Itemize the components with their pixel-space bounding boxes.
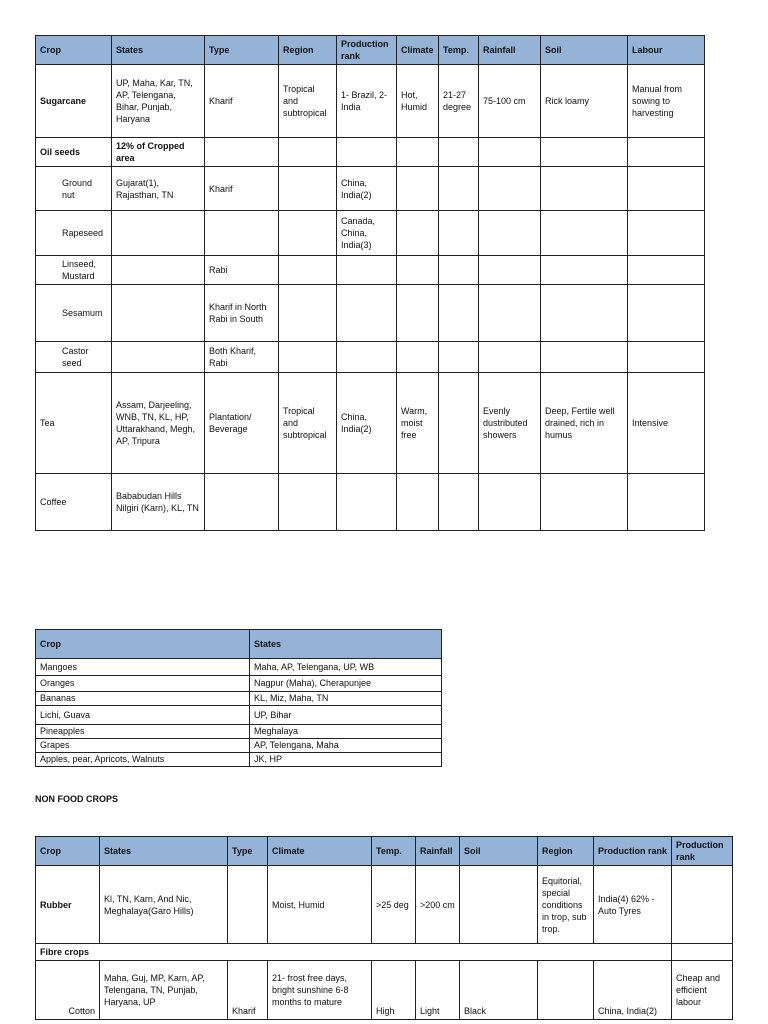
col-header-production-rank: Production rank	[594, 837, 672, 866]
cell-crop: Rapeseed	[36, 211, 112, 256]
col-header-crop: Crop	[36, 630, 250, 659]
cell-climate	[397, 474, 439, 531]
cell-labour: Intensive	[628, 373, 705, 474]
cell-soil	[541, 211, 628, 256]
cell-rainfall: Light	[416, 961, 460, 1020]
col-header-production-rank-2: Production rank	[672, 837, 733, 866]
cell-soil	[460, 866, 538, 944]
col-header-soil: Soil	[541, 36, 628, 65]
table-row	[36, 373, 705, 474]
col-header-labour: Labour	[628, 36, 705, 65]
table-row	[36, 753, 442, 767]
cell-labour	[628, 342, 705, 373]
table-row	[36, 65, 705, 138]
col-header-temp: Temp.	[372, 837, 416, 866]
cell-temp	[439, 138, 479, 167]
crop-table-food	[35, 35, 705, 531]
cell-type: Kharif in North Rabi in South	[205, 285, 279, 342]
cell-temp	[439, 256, 479, 285]
table-row	[36, 659, 442, 676]
cell-region	[279, 256, 337, 285]
table-row	[36, 474, 705, 531]
col-header-crop: Crop	[36, 837, 100, 866]
cell-climate: Hot, Humid	[397, 65, 439, 138]
cell-rank	[337, 474, 397, 531]
cell-rank-2	[672, 866, 733, 944]
cell-type: Plantation/ Beverage	[205, 373, 279, 474]
cell-soil: Rick loamy	[541, 65, 628, 138]
cell-crop: Pineapples	[36, 725, 250, 739]
cell-crop: Lichi, Guava	[36, 706, 250, 725]
col-header-states: States	[100, 837, 228, 866]
table-row	[36, 342, 705, 373]
cell-climate	[397, 138, 439, 167]
cell-states: UP, Maha, Kar, TN, AP, Telengana, Bihar, Punjab, Haryana	[112, 65, 205, 138]
cell-soil	[541, 167, 628, 211]
cell-soil	[541, 138, 628, 167]
cell-temp: >25 deg	[372, 866, 416, 944]
cell-crop: Coffee	[36, 474, 112, 531]
table-row	[36, 167, 705, 211]
cell-rainfall	[479, 342, 541, 373]
cell-rainfall: Evenly dustributed showers	[479, 373, 541, 474]
cell-states	[112, 342, 205, 373]
cell-climate	[397, 342, 439, 373]
col-header-soil: Soil	[460, 837, 538, 866]
col-header-region: Region	[538, 837, 594, 866]
cell-states: Maha, Guj, MP, Karn, AP, Telengana, TN, Punjab, Haryana, UP	[100, 961, 228, 1020]
cell-labour	[628, 211, 705, 256]
cell-soil	[541, 474, 628, 531]
cell-region: Equitorial, special conditions in trop, sub trop.	[538, 866, 594, 944]
cell-labour	[628, 285, 705, 342]
table-header-row	[36, 630, 442, 659]
col-header-type: Type	[228, 837, 268, 866]
cell-type	[205, 211, 279, 256]
col-header-climate: Climate	[268, 837, 372, 866]
cell-region	[279, 342, 337, 373]
col-header-temp: Temp.	[439, 36, 479, 65]
cell-rank-2: Cheap and efficient labour	[672, 961, 733, 1020]
cell-crop: Bananas	[36, 692, 250, 706]
cell-labour	[628, 474, 705, 531]
cell-climate: Warm, moist free	[397, 373, 439, 474]
table-row	[36, 285, 705, 342]
cell-type: Kharif	[205, 65, 279, 138]
cell-type	[228, 866, 268, 944]
col-header-rainfall: Rainfall	[479, 36, 541, 65]
cell-region	[279, 138, 337, 167]
cell-climate	[397, 167, 439, 211]
col-header-region: Region	[279, 36, 337, 65]
cell-region: Tropical and subtropical	[279, 373, 337, 474]
cell-states: Assam, Darjeeling, WNB, TN, KL, HP, Uttarakhand, Megh, AP, Tripura	[112, 373, 205, 474]
cell-temp	[439, 211, 479, 256]
cell-states: Bababudan Hills Nilgiri (Karn), KL, TN	[112, 474, 205, 531]
cell-states	[112, 285, 205, 342]
cell-soil	[541, 342, 628, 373]
cell-temp	[439, 342, 479, 373]
cell-type: Kharif	[228, 961, 268, 1020]
cell-rank	[337, 256, 397, 285]
table-row	[36, 256, 705, 285]
table-row	[36, 944, 733, 961]
cell-climate: 21- frost free days, bright sunshine 6-8 months to mature	[268, 961, 372, 1020]
cell-rank: China, India(2)	[594, 961, 672, 1020]
cell-temp	[439, 285, 479, 342]
cell-labour	[628, 256, 705, 285]
table-row	[36, 692, 442, 706]
col-header-rainfall: Rainfall	[416, 837, 460, 866]
cell-rainfall	[479, 138, 541, 167]
cell-rank	[337, 138, 397, 167]
cell-rank: 1- Brazil, 2-India	[337, 65, 397, 138]
col-header-climate: Climate	[397, 36, 439, 65]
cell-crop: Tea	[36, 373, 112, 474]
cell-states: KL, Miz, Maha, TN	[250, 692, 442, 706]
table-row	[36, 706, 442, 725]
cell-states: Nagpur (Maha), Cherapunjee	[250, 676, 442, 692]
col-header-type: Type	[205, 36, 279, 65]
cell-type: Both Kharif, Rabi	[205, 342, 279, 373]
cell-crop: Linseed, Mustard	[36, 256, 112, 285]
cell-type: Rabi	[205, 256, 279, 285]
cell-crop: Apples, pear, Apricots, Walnuts	[36, 753, 250, 767]
cell-region	[279, 285, 337, 342]
cell-rainfall	[479, 167, 541, 211]
cell-crop-group: Fibre crops	[36, 944, 672, 961]
table-row	[36, 739, 442, 753]
fruit-table	[35, 629, 442, 767]
cell-crop: Cotton	[36, 961, 100, 1020]
cell-rainfall	[479, 256, 541, 285]
table-header-row	[36, 837, 733, 866]
cell-states: AP, Telengana, Maha	[250, 739, 442, 753]
cell-crop: Oil seeds	[36, 138, 112, 167]
cell-temp	[439, 167, 479, 211]
cell-crop: Oranges	[36, 676, 250, 692]
cell-rank	[337, 285, 397, 342]
cell-temp: 21-27 degree	[439, 65, 479, 138]
cell-rank	[337, 342, 397, 373]
cell-states	[112, 211, 205, 256]
crop-table-non-food	[35, 836, 733, 1020]
cell-rainfall: 75-100 cm	[479, 65, 541, 138]
cell-rank-2	[672, 944, 733, 961]
cell-climate	[397, 211, 439, 256]
cell-states: 12% of Cropped area	[112, 138, 205, 167]
cell-states: UP, Bihar	[250, 706, 442, 725]
cell-rainfall	[479, 285, 541, 342]
cell-rank: China, India(2)	[337, 167, 397, 211]
cell-rank: Canada, China, India(3)	[337, 211, 397, 256]
cell-soil	[541, 256, 628, 285]
cell-climate: Moist, Humid	[268, 866, 372, 944]
cell-rank: China, India(2)	[337, 373, 397, 474]
cell-region	[279, 211, 337, 256]
table-row	[36, 725, 442, 739]
table-row	[36, 961, 733, 1020]
cell-soil	[541, 285, 628, 342]
cell-states: Maha, AP, Telengana, UP, WB	[250, 659, 442, 676]
cell-climate	[397, 285, 439, 342]
cell-soil: Black	[460, 961, 538, 1020]
cell-states: Meghalaya	[250, 725, 442, 739]
cell-states: JK, HP	[250, 753, 442, 767]
table-row	[36, 866, 733, 944]
cell-crop: Rubber	[36, 866, 100, 944]
cell-states	[112, 256, 205, 285]
cell-labour: Manual from sowing to harvesting	[628, 65, 705, 138]
cell-soil: Deep, Fertile well drained, rich in humus	[541, 373, 628, 474]
col-header-states: States	[250, 630, 442, 659]
cell-states: Kl, TN, Karn, And Nic, Meghalaya(Garo Hills)	[100, 866, 228, 944]
table-row	[36, 211, 705, 256]
cell-type: Kharif	[205, 167, 279, 211]
cell-rainfall: >200 cm	[416, 866, 460, 944]
col-header-crop: Crop	[36, 36, 112, 65]
section-title-non-food-crops: NON FOOD CROPS	[35, 794, 119, 804]
cell-region	[538, 961, 594, 1020]
cell-crop: Ground nut	[36, 167, 112, 211]
cell-rainfall	[479, 474, 541, 531]
cell-region	[279, 474, 337, 531]
cell-rank: India(4) 62% - Auto Tyres	[594, 866, 672, 944]
table-header-row	[36, 36, 705, 65]
cell-labour	[628, 138, 705, 167]
table-row	[36, 676, 442, 692]
cell-crop: Sesamum	[36, 285, 112, 342]
cell-labour	[628, 167, 705, 211]
cell-type	[205, 474, 279, 531]
cell-crop: Mangoes	[36, 659, 250, 676]
cell-temp	[439, 474, 479, 531]
cell-region: Tropical and subtropical	[279, 65, 337, 138]
cell-crop: Grapes	[36, 739, 250, 753]
cell-states: Gujarat(1), Rajasthan, TN	[112, 167, 205, 211]
cell-temp	[439, 373, 479, 474]
cell-crop: Castor seed	[36, 342, 112, 373]
cell-rainfall	[479, 211, 541, 256]
cell-region	[279, 167, 337, 211]
cell-type	[205, 138, 279, 167]
cell-crop: Sugarcane	[36, 65, 112, 138]
cell-temp: High	[372, 961, 416, 1020]
col-header-states: States	[112, 36, 205, 65]
cell-climate	[397, 256, 439, 285]
col-header-production-rank: Production rank	[337, 36, 397, 65]
table-row	[36, 138, 705, 167]
